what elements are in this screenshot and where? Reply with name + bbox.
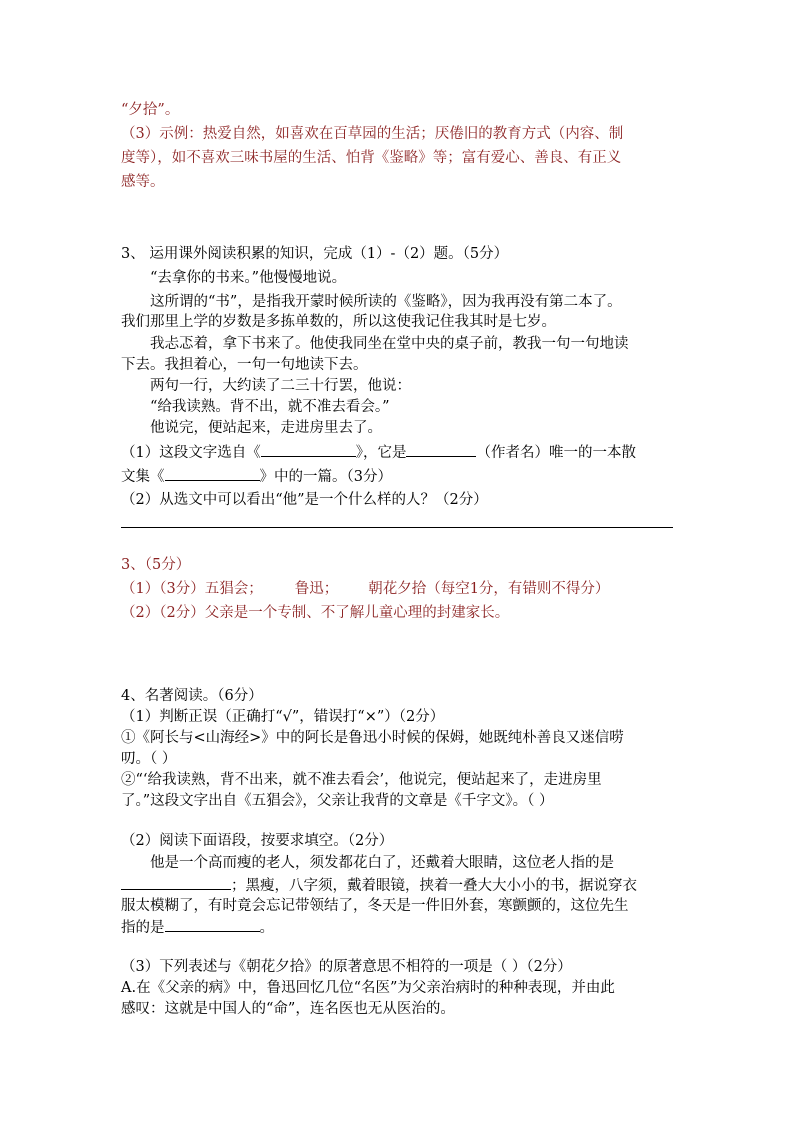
question-3-1-line: [121, 466, 392, 487]
question-4-3: （3）下列表述与《朝花夕拾》的原著意思不相符的一项是（ ）（2分）: [121, 959, 572, 975]
passage-line: “给我读熟。背不出，就不准去看会。”: [150, 399, 390, 415]
answer-line-blank[interactable]: [121, 527, 673, 528]
answer-3-2: （2）（2分）父亲是一个专制、不了解儿童心理的封建家长。: [121, 605, 510, 621]
passage-line: 我们那里上学的岁数是多拣单数的，所以这使我记住我其时是七岁。: [121, 314, 556, 330]
fill-blank-person-1[interactable]: [121, 875, 231, 890]
fill-blank-collection[interactable]: [165, 466, 260, 481]
passage-text: ；黑瘦，八字须，戴着眼镜，挟着一叠大大小小的书，据说穿衣: [231, 878, 637, 894]
question-text: 》中的一篇。（3分）: [259, 469, 392, 485]
passage-line: 下去。我担着心，一句一句地读下去。: [121, 357, 368, 373]
fill-blank-title[interactable]: [261, 442, 356, 457]
passage-line: [121, 917, 274, 938]
passage-line: 他是一个高而瘦的老人，须发都花白了，还戴着大眼睛，这位老人指的是: [150, 855, 614, 871]
fill-blank-person-2[interactable]: [165, 917, 260, 932]
passage-text: 。: [259, 920, 274, 936]
judge-item: ①《阿长与<山海经>》中的阿长是鲁迅小时候的保姆，她既纯朴善良又迷信唠: [121, 730, 624, 746]
judge-item: ②“‘给我读熟，背不出来，就不准去看会’，他说完，便站起来了，走进房里: [121, 772, 602, 788]
question-4-1: （1）判断正误（正确打“√”，错误打“×”）（2分）: [121, 709, 445, 725]
fill-blank-author[interactable]: [406, 442, 476, 457]
passage-text: 指的是: [121, 920, 165, 936]
answer-text: 鲁迅；: [294, 581, 339, 597]
question-text: （1）这段文字选自《: [121, 445, 261, 461]
answer-line: 度等），如不喜欢三味书屋的生活、怕背《鉴略》等；富有爱心、善良、有正义: [121, 150, 622, 166]
option-a: A.在《父亲的病》中，鲁迅回忆几位“名医”为父亲治病时的种种表现，并由此: [121, 980, 615, 996]
question-4-2: （2）阅读下面语段，按要求填空。（2分）: [121, 833, 394, 849]
answer-3-1: [121, 579, 609, 599]
passage-line: “去拿你的书来。”他慢慢地说。: [150, 270, 347, 286]
judge-item: 叨。（ ）: [121, 751, 177, 767]
question-text: 》，它是: [355, 445, 407, 461]
question-3-2: （2）从选文中可以看出“他”是一个什么样的人？（2分）: [121, 492, 488, 508]
judge-item: 了。”这段文字出自《五猖会》，父亲让我背的文章是《千字文》。（ ）: [121, 793, 554, 809]
answer-text: （1）（3分）五猖会；: [121, 581, 263, 597]
passage-line: [121, 875, 637, 896]
passage-line: 我忐忑着，拿下书来了。他使我同坐在堂中央的桌子前，教我一句一句地读: [150, 336, 629, 352]
answer-line: 感等。: [121, 174, 165, 190]
passage-line: 他说完，便站起来，走进房里去了。: [150, 420, 382, 436]
answer-line: “夕拾”。: [121, 102, 180, 118]
question-3-1-line: [121, 442, 636, 463]
question-text: 文集《: [121, 469, 165, 485]
passage-line: 这所谓的“书”，是指我开蒙时候所读的《鉴略》，因为我再没有第二本了。: [150, 294, 622, 310]
answer-text: 朝花夕拾（每空1分，有错则不得分）: [368, 581, 610, 597]
option-a: 感叹：这就是中国人的“命”，连名医也无从医治的。: [121, 1001, 455, 1017]
passage-line: 服太模糊了，有时竟会忘记带领结了，冬天是一件旧外套，寒颤颤的，这位先生: [121, 898, 629, 914]
answer-3-title: 3、（5分）: [121, 557, 191, 573]
question-4-title: 4、名著阅读。（6分）: [121, 688, 263, 704]
question-3-title: 3、 运用课外阅读积累的知识，完成（1）-（2）题。（5分）: [121, 246, 509, 262]
question-text: （作者名）唯一的一本散: [476, 445, 636, 461]
passage-line: 两句一行，大约读了二三十行罢，他说：: [150, 378, 411, 394]
answer-line: （3）示例：热爱自然，如喜欢在百草园的生活；厌倦旧的教育方式（内容、制: [121, 126, 624, 142]
